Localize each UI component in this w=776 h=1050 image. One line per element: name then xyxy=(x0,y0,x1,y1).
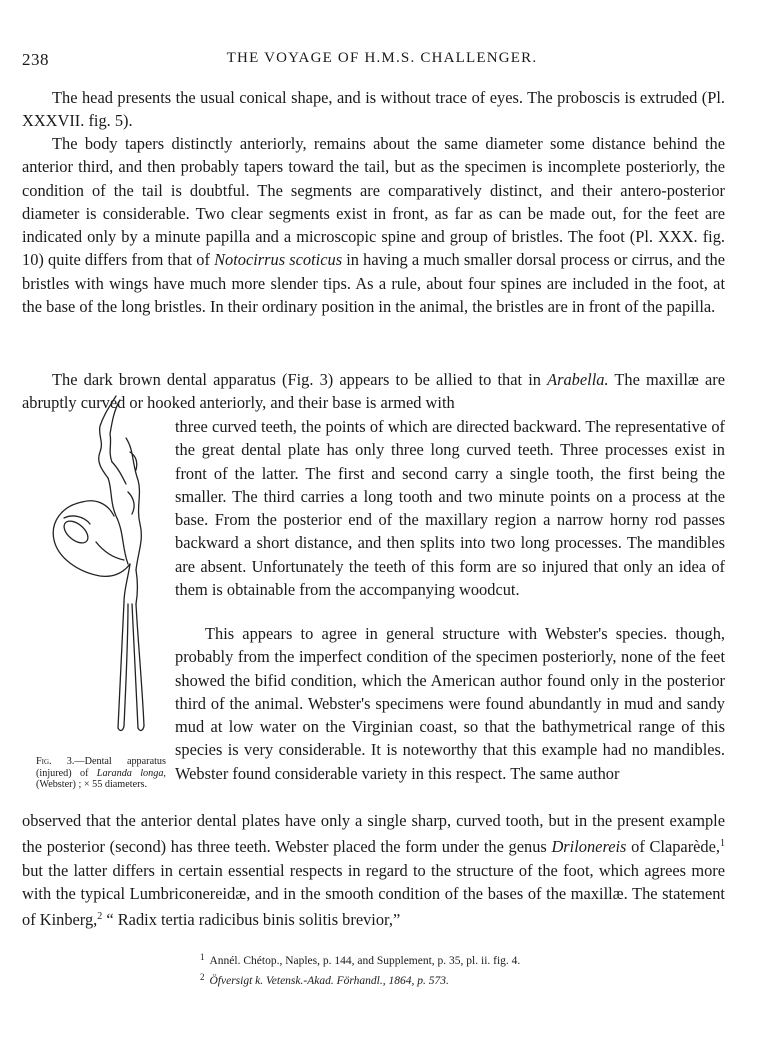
text-span: The dark brown dental apparatus (Fig. 3) appears to be allied to that in xyxy=(52,370,548,389)
footnote-1 xyxy=(200,950,760,970)
paragraph-dental-apparatus-detail: three curved teeth, the points of which are directed backward. The representative of the great dental plate has only three long curved teeth. Three processes exist in front of the latter. The first and second carry a single tooth, the first being the smaller. The third carries a long tooth and two minute points on a process at the base. From the posterior end of the maxillary region a narrow horny rod passes backward a short distance, and then splits into two long processes. The mandibles are absent. Unfortunately the teeth of this form are so injured that only an idea of them is obtainable from the accompanying woodcut. xyxy=(175,417,725,600)
text-span: but the latter differs in certain essential respects in regard to the structure of the foot, which agrees more with the typical Lumbriconereidæ, and in the smooth condition of the bases of the maxillæ. The statement of Kinberg, xyxy=(22,860,725,930)
text-span: “ Radix tertia radicibus binis solitis brevior,” xyxy=(102,910,401,930)
paragraph-classification xyxy=(22,809,725,931)
text-span: in having a much smaller dorsal process or cirrus, and the bristles with wings have much more slender tips. As a rule, about four spines are included in the foot, at the base of the long bristles. In their ordinary position in the animal, the bristles are in front of the papilla. xyxy=(22,250,725,317)
text-span: of Claparède, xyxy=(626,837,721,857)
footnote-ref-2: 2 xyxy=(97,911,103,923)
footnote-ref-1: 1 xyxy=(720,838,726,850)
running-title: THE VOYAGE OF H.M.S. CHALLENGER. xyxy=(226,50,538,66)
genus-name: Arabella. xyxy=(547,370,609,389)
text-span: The maxillæ are abruptly curved or hooked anteriorly, and their base is armed with xyxy=(22,370,725,413)
footnote-mark: 2 xyxy=(200,971,205,982)
dental-apparatus-illustration xyxy=(38,392,168,737)
paragraph-head-description: The head presents the usual conical shape, and is without trace of eyes. The proboscis is extruded (Pl. XXXVII. fig. 5). xyxy=(22,88,725,131)
species-name: Notocirrus scoticus xyxy=(214,250,343,270)
footnote-text: Annél. Chétop., Naples, p. 144, and Supplement, p. 35, pl. ii. fig. 4. xyxy=(209,955,521,967)
text-span: (Webster) ; × 55 diameters. xyxy=(36,779,148,790)
genus-name: Drilonereis xyxy=(551,837,627,857)
footnote-2 xyxy=(200,970,760,990)
figure-dental-apparatus xyxy=(38,392,168,737)
text-span: The body tapers distinctly anteriorly, remains about the same diameter some distance behind the anterior third, and then probably tapers toward the tail, but as the specimen is incomplete posteriorly, the condition of the tail is doubtful. The segments are comparatively distinct, and their antero-posterior diameter is considerable. Two clear segments exist in front, as far as can be made out, for the feet are indicated only by a minute papilla and a microscopic spine and group of bristles. The foot (Pl. XXX. fig. 10) quite differs from that of xyxy=(22,134,725,270)
page-number: 238 xyxy=(22,50,49,69)
figure-caption xyxy=(36,756,166,791)
species-name: Laranda longa, xyxy=(96,767,166,779)
footnotes xyxy=(200,950,760,989)
footnote-text: Öfversigt k. Vetensk.-Akad. Förhandl., 1864, p. 573. xyxy=(209,974,449,987)
paragraph-body-description xyxy=(22,132,725,318)
text-span: observed that the anterior dental plates have only a single sharp, curved tooth, but in the present example the posterior (second) has three teeth. Webster placed the form under the genus xyxy=(22,811,725,857)
figure-label: Fig. 3. xyxy=(36,756,75,767)
text-span: —Dental apparatus (injured) of xyxy=(36,756,166,779)
page-header xyxy=(22,50,742,74)
footnote-mark: 1 xyxy=(200,952,205,962)
paragraph-comparison-webster: This appears to agree in general structure with Webster's species. though, probably from the imperfect condition of the specimen posteriorly, none of the feet showed the bifid condition, which the American author found only in the posterior third of the animal. Webster's specimens were found abundantly in mud and sandy mud at low water on the Virginian coast, so that the bathymetrical range of this species is very considerable. It is noteworthy that this example had no mandibles. Webster found considerable variety in this respect. The same author xyxy=(175,624,725,783)
